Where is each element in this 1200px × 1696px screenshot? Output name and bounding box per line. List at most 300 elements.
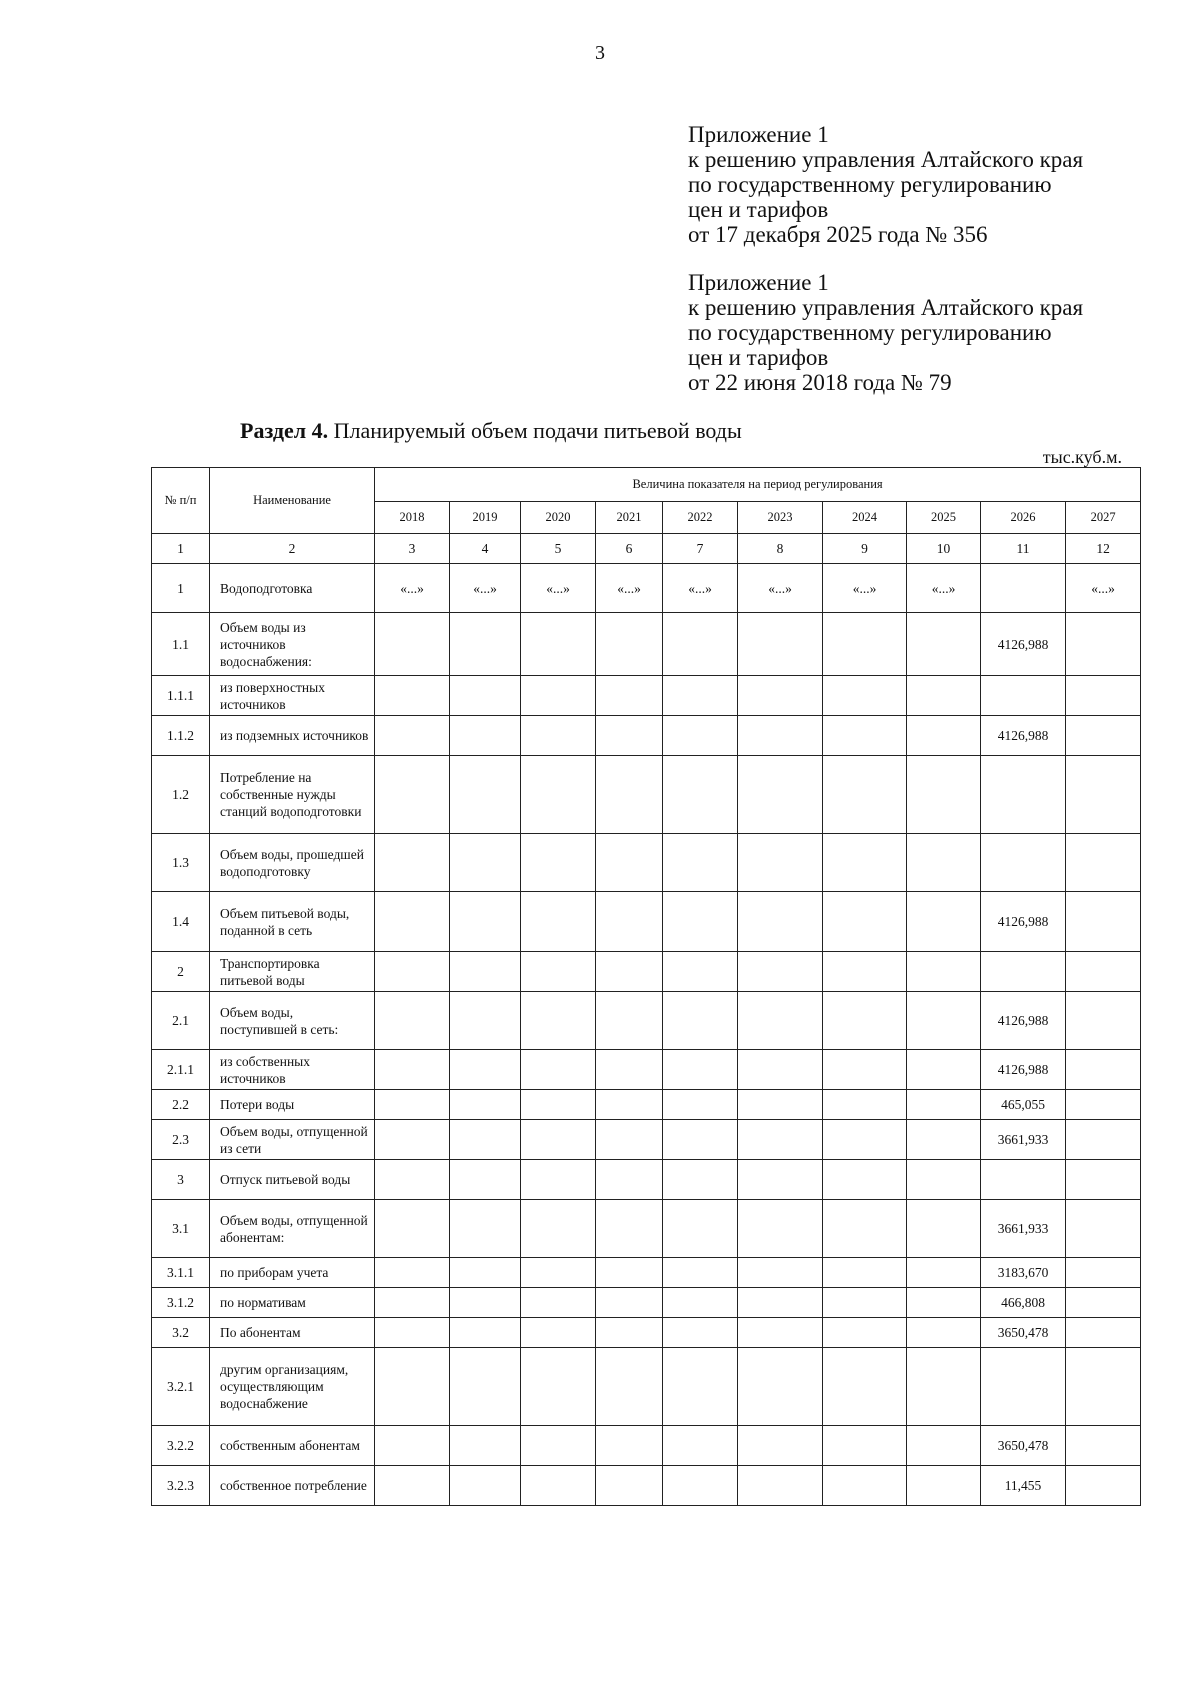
empty-cell bbox=[823, 1200, 907, 1258]
column-number: 2 bbox=[210, 534, 375, 564]
empty-cell bbox=[907, 834, 981, 892]
empty-cell bbox=[450, 1466, 521, 1506]
empty-cell bbox=[907, 613, 981, 676]
empty-cell bbox=[450, 1120, 521, 1160]
column-number: 7 bbox=[663, 534, 738, 564]
section-name: Планируемый объем подачи питьевой воды bbox=[328, 418, 742, 443]
empty-cell bbox=[663, 716, 738, 756]
empty-cell bbox=[823, 834, 907, 892]
empty-cell bbox=[823, 613, 907, 676]
empty-cell bbox=[596, 952, 663, 992]
empty-cell bbox=[1066, 892, 1141, 952]
empty-cell bbox=[375, 613, 450, 676]
value-2026 bbox=[981, 676, 1066, 716]
empty-cell bbox=[907, 1090, 981, 1120]
ellipsis-cell: «...» bbox=[1066, 564, 1141, 613]
empty-cell bbox=[907, 1200, 981, 1258]
empty-cell bbox=[663, 1348, 738, 1426]
empty-cell bbox=[450, 1318, 521, 1348]
empty-cell bbox=[738, 1090, 823, 1120]
empty-cell bbox=[823, 1090, 907, 1120]
empty-cell bbox=[663, 1318, 738, 1348]
column-number: 8 bbox=[738, 534, 823, 564]
appendix-line: Приложение 1 bbox=[688, 122, 829, 147]
empty-cell bbox=[375, 952, 450, 992]
empty-cell bbox=[450, 1160, 521, 1200]
empty-cell bbox=[663, 756, 738, 834]
empty-cell bbox=[375, 1050, 450, 1090]
table-row bbox=[152, 952, 1141, 992]
row-number: 3.2.2 bbox=[152, 1426, 210, 1466]
empty-cell bbox=[450, 1258, 521, 1288]
value-2026: 4126,988 bbox=[981, 892, 1066, 952]
empty-cell bbox=[663, 1466, 738, 1506]
row-name: Отпуск питьевой воды bbox=[210, 1160, 375, 1200]
appendix-line: по государственному регулированию bbox=[688, 172, 1052, 197]
empty-cell bbox=[450, 1200, 521, 1258]
empty-cell bbox=[663, 1090, 738, 1120]
empty-cell bbox=[375, 1120, 450, 1160]
table-row bbox=[152, 1318, 1141, 1348]
empty-cell bbox=[450, 834, 521, 892]
value-2026: 3661,933 bbox=[981, 1200, 1066, 1258]
empty-cell bbox=[907, 756, 981, 834]
empty-cell bbox=[521, 1426, 596, 1466]
row-number: 3.2.1 bbox=[152, 1348, 210, 1426]
appendix-line: к решению управления Алтайского края bbox=[688, 295, 1084, 320]
empty-cell bbox=[907, 676, 981, 716]
table-row bbox=[152, 1258, 1141, 1288]
row-name: по нормативам bbox=[210, 1288, 375, 1318]
empty-cell bbox=[823, 676, 907, 716]
year-header: 2027 bbox=[1066, 502, 1141, 534]
table-row bbox=[152, 613, 1141, 676]
empty-cell bbox=[596, 1258, 663, 1288]
empty-cell bbox=[738, 1120, 823, 1160]
empty-cell bbox=[823, 992, 907, 1050]
value-2026: 4126,988 bbox=[981, 613, 1066, 676]
empty-cell bbox=[450, 1050, 521, 1090]
year-header: 2026 bbox=[981, 502, 1066, 534]
empty-cell bbox=[907, 1050, 981, 1090]
empty-cell bbox=[1066, 756, 1141, 834]
table-row bbox=[152, 716, 1141, 756]
year-header: 2022 bbox=[663, 502, 738, 534]
column-number: 3 bbox=[375, 534, 450, 564]
empty-cell bbox=[375, 1426, 450, 1466]
units-label: тыс.куб.м. bbox=[1042, 447, 1122, 467]
empty-cell bbox=[521, 1288, 596, 1318]
empty-cell bbox=[450, 1288, 521, 1318]
appendix-line: от 17 декабря 2025 года № 356 bbox=[688, 222, 988, 247]
row-number: 2.3 bbox=[152, 1120, 210, 1160]
empty-cell bbox=[521, 1200, 596, 1258]
empty-cell bbox=[823, 1348, 907, 1426]
row-name: собственным абонентам bbox=[210, 1426, 375, 1466]
appendix-line: цен и тарифов bbox=[688, 345, 829, 370]
table-row bbox=[152, 1160, 1141, 1200]
year-header: 2025 bbox=[907, 502, 981, 534]
empty-cell bbox=[596, 1090, 663, 1120]
appendix-current-block bbox=[688, 122, 1083, 247]
empty-cell bbox=[450, 992, 521, 1050]
year-header: 2020 bbox=[521, 502, 596, 534]
empty-cell bbox=[375, 992, 450, 1050]
row-number: 1.1.1 bbox=[152, 676, 210, 716]
empty-cell bbox=[596, 1466, 663, 1506]
column-number: 10 bbox=[907, 534, 981, 564]
row-number: 3.2.3 bbox=[152, 1466, 210, 1506]
value-2026 bbox=[981, 756, 1066, 834]
empty-cell bbox=[823, 1050, 907, 1090]
empty-cell bbox=[738, 1318, 823, 1348]
appendix-line: Приложение 1 bbox=[688, 270, 829, 295]
empty-cell bbox=[450, 952, 521, 992]
empty-cell bbox=[450, 1426, 521, 1466]
row-name: Объем воды, отпущенной из сети bbox=[210, 1120, 375, 1160]
empty-cell bbox=[521, 952, 596, 992]
column-number: 9 bbox=[823, 534, 907, 564]
row-name: Объем воды, поступившей в сеть: bbox=[210, 992, 375, 1050]
empty-cell bbox=[596, 834, 663, 892]
table-row bbox=[152, 1466, 1141, 1506]
empty-cell bbox=[596, 1120, 663, 1160]
appendix-original-block bbox=[688, 270, 1083, 395]
column-number: 11 bbox=[981, 534, 1066, 564]
row-number: 2.1.1 bbox=[152, 1050, 210, 1090]
empty-cell bbox=[663, 992, 738, 1050]
empty-cell bbox=[521, 1348, 596, 1426]
row-number: 2 bbox=[152, 952, 210, 992]
empty-cell bbox=[1066, 1090, 1141, 1120]
empty-cell bbox=[450, 1348, 521, 1426]
row-name: Объем воды из источников водоснабжения: bbox=[210, 613, 375, 676]
empty-cell bbox=[450, 716, 521, 756]
empty-cell bbox=[663, 1050, 738, 1090]
value-2026 bbox=[981, 834, 1066, 892]
empty-cell bbox=[663, 1160, 738, 1200]
empty-cell bbox=[521, 676, 596, 716]
empty-cell bbox=[738, 716, 823, 756]
row-name: Водоподготовка bbox=[210, 564, 375, 613]
row-number: 3.1.2 bbox=[152, 1288, 210, 1318]
row-name: собственное потребление bbox=[210, 1466, 375, 1506]
empty-cell bbox=[738, 1160, 823, 1200]
empty-cell bbox=[1066, 613, 1141, 676]
empty-cell bbox=[596, 1288, 663, 1318]
section-title bbox=[240, 418, 742, 444]
empty-cell bbox=[1066, 1120, 1141, 1160]
value-2026: 11,455 bbox=[981, 1466, 1066, 1506]
row-name: другим организациям, осуществляющим водоснабжение bbox=[210, 1348, 375, 1426]
empty-cell bbox=[596, 716, 663, 756]
ellipsis-cell: «...» bbox=[521, 564, 596, 613]
empty-cell bbox=[375, 1160, 450, 1200]
empty-cell bbox=[907, 952, 981, 992]
row-number: 1 bbox=[152, 564, 210, 613]
empty-cell bbox=[1066, 1258, 1141, 1288]
row-name: Объем воды, отпущенной абонентам: bbox=[210, 1200, 375, 1258]
empty-cell bbox=[450, 676, 521, 716]
empty-cell bbox=[738, 892, 823, 952]
empty-cell bbox=[738, 1200, 823, 1258]
empty-cell bbox=[738, 1288, 823, 1318]
value-2026: 3183,670 bbox=[981, 1258, 1066, 1288]
value-2026 bbox=[981, 564, 1066, 613]
header-row bbox=[152, 468, 1141, 502]
empty-cell bbox=[521, 1120, 596, 1160]
table-row bbox=[152, 1050, 1141, 1090]
value-2026 bbox=[981, 1160, 1066, 1200]
column-number: 6 bbox=[596, 534, 663, 564]
empty-cell bbox=[521, 1090, 596, 1120]
value-2026: 3650,478 bbox=[981, 1318, 1066, 1348]
table-row bbox=[152, 564, 1141, 613]
empty-cell bbox=[596, 676, 663, 716]
row-number: 3 bbox=[152, 1160, 210, 1200]
empty-cell bbox=[663, 1426, 738, 1466]
empty-cell bbox=[375, 1090, 450, 1120]
empty-cell bbox=[596, 1318, 663, 1348]
empty-cell bbox=[450, 756, 521, 834]
year-header: 2023 bbox=[738, 502, 823, 534]
column-numbers-row bbox=[152, 534, 1141, 564]
value-2026: 4126,988 bbox=[981, 716, 1066, 756]
empty-cell bbox=[738, 992, 823, 1050]
column-number: 5 bbox=[521, 534, 596, 564]
col-no-header: № п/п bbox=[152, 468, 210, 534]
empty-cell bbox=[1066, 952, 1141, 992]
row-number: 3.1 bbox=[152, 1200, 210, 1258]
empty-cell bbox=[738, 952, 823, 992]
empty-cell bbox=[521, 716, 596, 756]
appendix-line: цен и тарифов bbox=[688, 197, 829, 222]
empty-cell bbox=[907, 1120, 981, 1160]
empty-cell bbox=[663, 676, 738, 716]
empty-cell bbox=[596, 892, 663, 952]
empty-cell bbox=[1066, 1288, 1141, 1318]
year-header: 2019 bbox=[450, 502, 521, 534]
row-name: из поверхностных источников bbox=[210, 676, 375, 716]
empty-cell bbox=[596, 1200, 663, 1258]
year-header: 2018 bbox=[375, 502, 450, 534]
empty-cell bbox=[823, 1288, 907, 1318]
empty-cell bbox=[596, 1348, 663, 1426]
empty-cell bbox=[738, 676, 823, 716]
period-header: Величина показателя на период регулирования bbox=[375, 468, 1141, 502]
empty-cell bbox=[907, 716, 981, 756]
empty-cell bbox=[596, 1426, 663, 1466]
ellipsis-cell: «...» bbox=[596, 564, 663, 613]
value-2026 bbox=[981, 952, 1066, 992]
empty-cell bbox=[1066, 716, 1141, 756]
row-name: По абонентам bbox=[210, 1318, 375, 1348]
row-number: 1.3 bbox=[152, 834, 210, 892]
empty-cell bbox=[450, 1090, 521, 1120]
empty-cell bbox=[738, 613, 823, 676]
empty-cell bbox=[521, 1160, 596, 1200]
empty-cell bbox=[738, 756, 823, 834]
empty-cell bbox=[1066, 992, 1141, 1050]
empty-cell bbox=[596, 1050, 663, 1090]
empty-cell bbox=[663, 834, 738, 892]
empty-cell bbox=[663, 1120, 738, 1160]
water-supply-table bbox=[151, 467, 1141, 1506]
empty-cell bbox=[521, 834, 596, 892]
empty-cell bbox=[1066, 1160, 1141, 1200]
empty-cell bbox=[1066, 1348, 1141, 1426]
empty-cell bbox=[1066, 1426, 1141, 1466]
empty-cell bbox=[596, 1160, 663, 1200]
table-row bbox=[152, 1120, 1141, 1160]
empty-cell bbox=[663, 1258, 738, 1288]
empty-cell bbox=[375, 1318, 450, 1348]
value-2026: 4126,988 bbox=[981, 1050, 1066, 1090]
empty-cell bbox=[375, 756, 450, 834]
empty-cell bbox=[823, 1318, 907, 1348]
row-name: из собственных источников bbox=[210, 1050, 375, 1090]
empty-cell bbox=[375, 676, 450, 716]
col-name-header: Наименование bbox=[210, 468, 375, 534]
empty-cell bbox=[907, 1160, 981, 1200]
table-row bbox=[152, 1090, 1141, 1120]
empty-cell bbox=[907, 1318, 981, 1348]
value-2026: 3661,933 bbox=[981, 1120, 1066, 1160]
value-2026: 3650,478 bbox=[981, 1426, 1066, 1466]
empty-cell bbox=[596, 613, 663, 676]
empty-cell bbox=[663, 613, 738, 676]
appendix-line: по государственному регулированию bbox=[688, 320, 1052, 345]
empty-cell bbox=[738, 1426, 823, 1466]
row-name: по приборам учета bbox=[210, 1258, 375, 1288]
empty-cell bbox=[738, 834, 823, 892]
table-row bbox=[152, 756, 1141, 834]
appendix-line: от 22 июня 2018 года № 79 bbox=[688, 370, 952, 395]
empty-cell bbox=[375, 1200, 450, 1258]
column-number: 4 bbox=[450, 534, 521, 564]
empty-cell bbox=[823, 1426, 907, 1466]
ellipsis-cell: «...» bbox=[450, 564, 521, 613]
row-name: из подземных источников bbox=[210, 716, 375, 756]
table-row bbox=[152, 1288, 1141, 1318]
row-number: 1.1.2 bbox=[152, 716, 210, 756]
empty-cell bbox=[907, 1348, 981, 1426]
empty-cell bbox=[375, 1466, 450, 1506]
empty-cell bbox=[907, 992, 981, 1050]
empty-cell bbox=[823, 1466, 907, 1506]
empty-cell bbox=[375, 892, 450, 952]
empty-cell bbox=[738, 1258, 823, 1288]
empty-cell bbox=[521, 1466, 596, 1506]
empty-cell bbox=[823, 1120, 907, 1160]
ellipsis-cell: «...» bbox=[907, 564, 981, 613]
ellipsis-cell: «...» bbox=[738, 564, 823, 613]
empty-cell bbox=[823, 952, 907, 992]
table-row bbox=[152, 676, 1141, 716]
empty-cell bbox=[375, 716, 450, 756]
empty-cell bbox=[738, 1466, 823, 1506]
value-2026: 466,808 bbox=[981, 1288, 1066, 1318]
value-2026: 465,055 bbox=[981, 1090, 1066, 1120]
ellipsis-cell: «...» bbox=[823, 564, 907, 613]
empty-cell bbox=[1066, 1050, 1141, 1090]
table-row bbox=[152, 1348, 1141, 1426]
empty-cell bbox=[521, 613, 596, 676]
row-number: 2.1 bbox=[152, 992, 210, 1050]
table-row bbox=[152, 834, 1141, 892]
empty-cell bbox=[450, 613, 521, 676]
empty-cell bbox=[738, 1050, 823, 1090]
appendix-line: к решению управления Алтайского края bbox=[688, 147, 1084, 172]
page-number: 3 bbox=[595, 42, 605, 64]
ellipsis-cell: «...» bbox=[663, 564, 738, 613]
empty-cell bbox=[375, 1288, 450, 1318]
empty-cell bbox=[907, 1258, 981, 1288]
empty-cell bbox=[663, 892, 738, 952]
row-name: Потери воды bbox=[210, 1090, 375, 1120]
empty-cell bbox=[375, 834, 450, 892]
empty-cell bbox=[521, 1318, 596, 1348]
section-number: Раздел 4. bbox=[240, 418, 329, 443]
empty-cell bbox=[823, 1258, 907, 1288]
row-number: 1.4 bbox=[152, 892, 210, 952]
table-row bbox=[152, 992, 1141, 1050]
table-row bbox=[152, 892, 1141, 952]
empty-cell bbox=[596, 992, 663, 1050]
empty-cell bbox=[1066, 676, 1141, 716]
row-name: Потребление на собственные нужды станций водоподготовки bbox=[210, 756, 375, 834]
empty-cell bbox=[823, 1160, 907, 1200]
empty-cell bbox=[521, 992, 596, 1050]
empty-cell bbox=[823, 756, 907, 834]
empty-cell bbox=[907, 892, 981, 952]
empty-cell bbox=[521, 1050, 596, 1090]
column-number: 12 bbox=[1066, 534, 1141, 564]
empty-cell bbox=[823, 716, 907, 756]
empty-cell bbox=[596, 756, 663, 834]
empty-cell bbox=[907, 1288, 981, 1318]
empty-cell bbox=[375, 1348, 450, 1426]
row-number: 1.2 bbox=[152, 756, 210, 834]
row-name: Объем воды, прошедшей водоподготовку bbox=[210, 834, 375, 892]
empty-cell bbox=[663, 1288, 738, 1318]
row-name: Транспортировка питьевой воды bbox=[210, 952, 375, 992]
empty-cell bbox=[521, 756, 596, 834]
empty-cell bbox=[738, 1348, 823, 1426]
empty-cell bbox=[375, 1258, 450, 1288]
empty-cell bbox=[663, 952, 738, 992]
empty-cell bbox=[1066, 1466, 1141, 1506]
empty-cell bbox=[1066, 834, 1141, 892]
row-name: Объем питьевой воды, поданной в сеть bbox=[210, 892, 375, 952]
empty-cell bbox=[521, 892, 596, 952]
empty-cell bbox=[450, 892, 521, 952]
value-2026: 4126,988 bbox=[981, 992, 1066, 1050]
row-number: 2.2 bbox=[152, 1090, 210, 1120]
row-number: 3.2 bbox=[152, 1318, 210, 1348]
year-header: 2024 bbox=[823, 502, 907, 534]
row-number: 1.1 bbox=[152, 613, 210, 676]
column-number: 1 bbox=[152, 534, 210, 564]
ellipsis-cell: «...» bbox=[375, 564, 450, 613]
year-header: 2021 bbox=[596, 502, 663, 534]
empty-cell bbox=[907, 1466, 981, 1506]
table-row bbox=[152, 1200, 1141, 1258]
empty-cell bbox=[663, 1200, 738, 1258]
row-number: 3.1.1 bbox=[152, 1258, 210, 1288]
value-2026 bbox=[981, 1348, 1066, 1426]
empty-cell bbox=[521, 1258, 596, 1288]
